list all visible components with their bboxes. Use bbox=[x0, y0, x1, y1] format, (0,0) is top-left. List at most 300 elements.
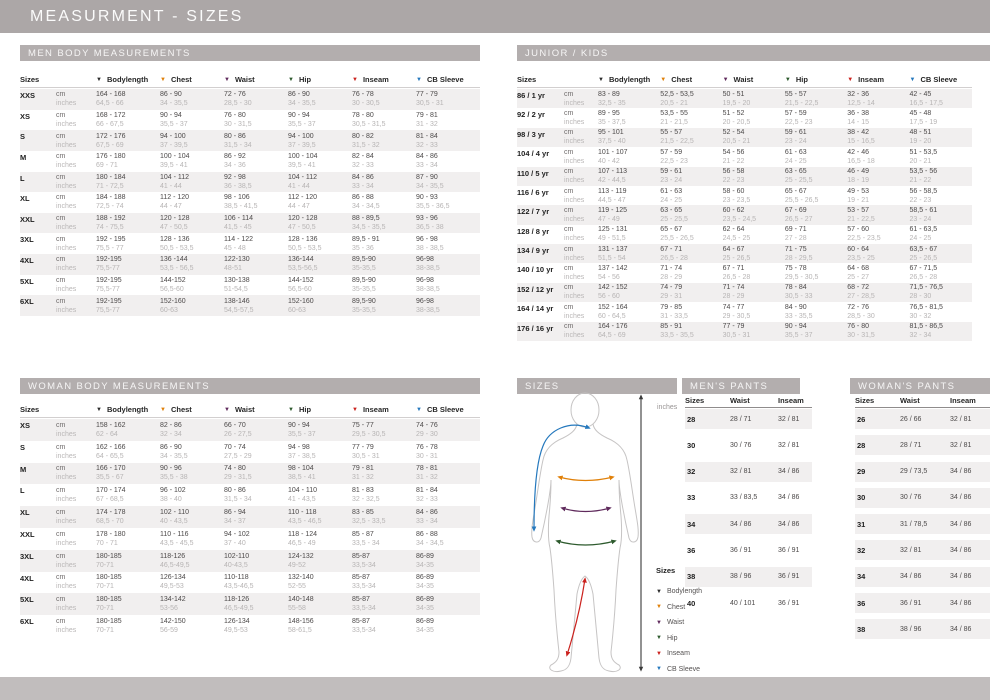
size-label: XS bbox=[20, 421, 31, 430]
unit-cell bbox=[56, 484, 96, 506]
column-header-waist bbox=[224, 405, 288, 414]
size-label: 4XL bbox=[20, 256, 34, 265]
cm-value: 57 - 59 bbox=[784, 110, 807, 118]
column-header-label: CB Sleeve bbox=[426, 405, 464, 414]
value-cell bbox=[785, 302, 847, 321]
cm-value: 65 - 67 bbox=[784, 187, 807, 195]
inches-value: 50,5 - 53,5 bbox=[160, 244, 194, 252]
column-header-bodylength bbox=[598, 75, 660, 84]
cm-value: 134-142 bbox=[160, 596, 186, 604]
cm-value: 89,5-90 bbox=[352, 276, 376, 284]
inches-value: 53-56 bbox=[160, 605, 178, 613]
column-header-label: Inseam bbox=[362, 405, 389, 414]
value-cell bbox=[96, 130, 160, 151]
inches-value: 41 - 44 bbox=[160, 182, 182, 190]
value-cell bbox=[352, 295, 416, 316]
inseam-value: 34 / 86 bbox=[950, 546, 972, 554]
inches-value: 25 - 25,5 bbox=[660, 215, 688, 223]
unit-cm-label: cm bbox=[56, 443, 66, 451]
size-label: 86 / 1 yr bbox=[517, 91, 545, 100]
value-cell bbox=[352, 275, 416, 296]
inches-value: 27 - 28 bbox=[784, 235, 807, 243]
inches-value: 47 - 50,5 bbox=[288, 224, 316, 232]
inches-value: 31 - 32 bbox=[416, 120, 438, 128]
woman-section-header bbox=[20, 378, 480, 394]
cm-value: 96-98 bbox=[416, 276, 434, 284]
waist-arrow bbox=[562, 508, 610, 512]
chest-triangle-icon: ▼ bbox=[160, 406, 166, 413]
inches-value: 25 - 25,5 bbox=[784, 177, 813, 185]
cm-value: 110-118 bbox=[224, 574, 249, 582]
value-cell bbox=[416, 615, 480, 637]
value-cell bbox=[598, 283, 660, 302]
table-row bbox=[517, 283, 972, 302]
value-cell bbox=[96, 506, 160, 528]
inches-value: 20,5 - 21 bbox=[722, 138, 751, 146]
body-measurement-diagram bbox=[513, 390, 663, 677]
cm-value: 110 - 118 bbox=[288, 509, 317, 517]
inches-value: 67 - 68,5 bbox=[96, 496, 124, 504]
inches-value: 31,5 - 32 bbox=[352, 141, 380, 149]
size-label: 31 bbox=[857, 519, 866, 529]
hip-triangle-icon: ▼ bbox=[288, 406, 294, 413]
value-cell bbox=[160, 110, 224, 131]
inches-value: 30,5 - 31 bbox=[722, 332, 751, 340]
inches-value: 31 - 32 bbox=[416, 474, 438, 482]
column-header-chest bbox=[160, 75, 224, 84]
inches-value: 35,5 - 37 bbox=[160, 120, 188, 128]
inches-value: 26 - 27,5 bbox=[224, 430, 252, 438]
unit-cm-label: cm bbox=[56, 132, 66, 140]
table-row bbox=[20, 484, 480, 506]
cm-value: 107 - 113 bbox=[598, 168, 628, 176]
cm-value: 78 - 80 bbox=[352, 111, 374, 119]
column-header-label: Bodylength bbox=[608, 75, 651, 84]
column-header-inseam: Inseam bbox=[950, 396, 976, 405]
column-header-inseam: Inseam bbox=[778, 396, 804, 405]
size-label: 3XL bbox=[20, 551, 34, 561]
value-cell bbox=[723, 283, 785, 302]
woman-body-measurements-section bbox=[20, 378, 480, 637]
value-cell bbox=[785, 108, 847, 127]
cb-sleeve-triangle-icon: ▼ bbox=[909, 76, 916, 83]
cm-value: 79 - 81 bbox=[352, 465, 374, 473]
value-cell bbox=[352, 192, 416, 213]
value-cell bbox=[160, 419, 224, 441]
cm-value: 82 - 84 bbox=[352, 153, 374, 161]
legend-label: Bodylength bbox=[666, 588, 702, 596]
value-cell bbox=[416, 295, 480, 316]
unit-cell bbox=[56, 89, 96, 110]
column-header-cb-sleeve bbox=[416, 405, 480, 414]
value-cell bbox=[352, 550, 416, 572]
inches-value: 47 - 49 bbox=[598, 215, 620, 223]
inches-value: 21 - 21,5 bbox=[660, 119, 688, 127]
value-cell bbox=[288, 89, 352, 110]
chest-triangle-icon: ▼ bbox=[656, 604, 662, 611]
inches-value: 49,5-53 bbox=[224, 627, 248, 635]
value-cell bbox=[96, 295, 160, 316]
bodylength-triangle-icon: ▼ bbox=[96, 76, 102, 83]
value-cell bbox=[288, 151, 352, 172]
size-label: 30 bbox=[857, 493, 866, 503]
unit-inches-label: inches bbox=[564, 274, 585, 282]
inches-value: 30 - 31,5 bbox=[847, 332, 875, 340]
value-cell bbox=[598, 302, 660, 321]
value-cell bbox=[785, 263, 847, 282]
inseam-value: 36 / 91 bbox=[778, 599, 800, 607]
inches-value: 19 - 21 bbox=[847, 196, 869, 204]
value-cell bbox=[288, 572, 352, 594]
value-cell bbox=[660, 205, 722, 224]
size-label: 104 / 4 yr bbox=[517, 149, 550, 159]
value-cell bbox=[785, 283, 847, 302]
inches-value: 47 - 50,5 bbox=[160, 224, 188, 232]
column-header-label: Waist bbox=[234, 75, 255, 84]
inches-value: 17,5 - 19 bbox=[909, 119, 938, 127]
unit-cell bbox=[564, 322, 598, 341]
cm-value: 88 - 89,5 bbox=[352, 215, 380, 223]
size-label: 28 bbox=[687, 414, 696, 424]
inches-value: 44,5 - 47 bbox=[598, 196, 626, 204]
table-row bbox=[517, 205, 972, 224]
inches-value: 34 - 34,5 bbox=[416, 539, 444, 547]
inches-value: 46,5-49,5 bbox=[160, 561, 190, 569]
inches-value: 25 - 26,5 bbox=[909, 254, 938, 262]
value-cell bbox=[288, 463, 352, 485]
inches-value: 23 - 23,5 bbox=[722, 196, 751, 204]
cm-value: 136-144 bbox=[288, 256, 314, 264]
inseam-value: 32 / 81 bbox=[950, 441, 972, 449]
inches-value: 69 - 71 bbox=[96, 162, 118, 170]
value-cell bbox=[96, 550, 160, 572]
cm-value: 62 - 64 bbox=[722, 226, 745, 234]
unit-inches-label: inches bbox=[56, 306, 77, 314]
unit-cell bbox=[56, 110, 96, 131]
unit-cm-label: cm bbox=[56, 194, 66, 202]
table-row bbox=[517, 108, 972, 127]
cm-value: 86 - 90 bbox=[288, 91, 310, 99]
value-cell bbox=[416, 550, 480, 572]
value-cell bbox=[288, 484, 352, 506]
table-row bbox=[685, 540, 812, 560]
value-cell bbox=[785, 205, 847, 224]
cm-value: 57 - 60 bbox=[847, 226, 869, 234]
size-label: 38 bbox=[687, 572, 696, 582]
unit-inches-label: inches bbox=[56, 120, 77, 128]
inches-value: 15 - 16,5 bbox=[847, 138, 875, 146]
cm-value: 112 - 120 bbox=[288, 194, 318, 202]
inches-value: 39,5 - 41 bbox=[288, 162, 316, 170]
inches-value: 32 - 34 bbox=[909, 332, 932, 340]
value-cell bbox=[909, 244, 971, 263]
unit-cm-label: cm bbox=[564, 168, 574, 176]
value-cell bbox=[416, 233, 480, 254]
inseam-value: 34 / 86 bbox=[778, 494, 800, 502]
value-cell bbox=[352, 593, 416, 615]
cm-value: 119 - 125 bbox=[598, 206, 628, 214]
inches-value: 30 - 31,5 bbox=[224, 120, 252, 128]
value-cell bbox=[847, 263, 909, 282]
inches-value: 34 - 35,5 bbox=[288, 100, 316, 108]
cm-value: 46 - 49 bbox=[847, 168, 869, 176]
cm-value: 72 - 76 bbox=[847, 303, 869, 311]
inches-value: 48-51 bbox=[224, 265, 242, 273]
column-header-sizes: Sizes bbox=[855, 396, 875, 405]
inches-value: 70-71 bbox=[96, 605, 114, 613]
woman-section-title: WOMAN BODY MEASUREMENTS bbox=[28, 380, 210, 392]
cm-value: 162 - 166 bbox=[96, 443, 126, 451]
cm-value: 86-89 bbox=[416, 618, 434, 626]
value-cell bbox=[598, 128, 660, 147]
table-row bbox=[685, 409, 812, 429]
table-row bbox=[20, 441, 480, 463]
inches-value: 29 - 31,5 bbox=[224, 474, 252, 482]
inches-value: 75,5-77 bbox=[96, 265, 120, 273]
unit-inches-label: inches bbox=[56, 496, 77, 504]
chest-triangle-icon: ▼ bbox=[660, 76, 667, 83]
inseam-value: 34 / 86 bbox=[950, 625, 972, 633]
inches-value: 43,5-46,5 bbox=[224, 583, 254, 591]
inches-value: 49 - 51,5 bbox=[598, 235, 626, 243]
column-header-sizes: Sizes bbox=[20, 405, 40, 414]
cm-value: 144-152 bbox=[288, 276, 314, 284]
value-cell bbox=[660, 147, 722, 166]
value-cell bbox=[847, 108, 909, 127]
cm-value: 152-160 bbox=[160, 297, 186, 305]
value-cell bbox=[847, 225, 909, 244]
table-row bbox=[20, 550, 480, 572]
column-header-hip bbox=[785, 75, 847, 84]
inches-value: 35-35,5 bbox=[352, 306, 376, 314]
unit-cm-label: cm bbox=[56, 509, 66, 517]
legend-label: Chest bbox=[666, 603, 686, 611]
unit-cell bbox=[56, 213, 96, 234]
unit-cell bbox=[564, 108, 598, 127]
inches-value: 32,5 - 35 bbox=[598, 99, 626, 107]
inches-value: 64,5 - 66 bbox=[96, 100, 124, 108]
inches-value: 26,5 - 28 bbox=[909, 274, 938, 282]
cm-value: 86-89 bbox=[416, 574, 434, 582]
measurement-legend bbox=[656, 566, 786, 677]
value-cell bbox=[723, 147, 785, 166]
inches-value: 14 - 15 bbox=[847, 119, 869, 127]
value-cell bbox=[160, 254, 224, 275]
unit-cell bbox=[56, 275, 96, 296]
size-label: 5XL bbox=[20, 595, 34, 605]
waist-triangle-icon: ▼ bbox=[224, 406, 230, 413]
cm-value: 180 - 184 bbox=[96, 173, 126, 181]
value-cell bbox=[224, 550, 288, 572]
column-header-hip bbox=[288, 405, 352, 414]
value-cell bbox=[416, 528, 480, 550]
inches-value: 26,5 - 27 bbox=[784, 215, 813, 223]
cm-value: 81 - 84 bbox=[416, 132, 438, 140]
value-cell bbox=[160, 233, 224, 254]
cm-value: 85-87 bbox=[352, 552, 370, 560]
table-row bbox=[855, 593, 990, 613]
cm-value: 106 - 114 bbox=[224, 215, 254, 223]
cm-value: 58,5 - 61 bbox=[909, 206, 938, 214]
value-cell bbox=[723, 128, 785, 147]
value-cell bbox=[909, 108, 971, 127]
bodylength-triangle-icon: ▼ bbox=[656, 588, 662, 595]
column-header-inseam bbox=[352, 75, 416, 84]
column-header-cb-sleeve bbox=[909, 75, 971, 84]
cm-value: 89,5-90 bbox=[352, 297, 376, 305]
unit-inches-label: inches bbox=[564, 254, 585, 262]
cm-value: 166 - 170 bbox=[96, 465, 126, 473]
unit-inches-label: inches bbox=[56, 182, 77, 190]
size-label: XXS bbox=[20, 91, 36, 100]
inches-value: 29,5 - 30,5 bbox=[352, 430, 386, 438]
table-row bbox=[855, 619, 990, 639]
legend-label: Hip bbox=[666, 634, 678, 642]
value-cell bbox=[847, 89, 909, 108]
cm-value: 83 - 85 bbox=[352, 509, 374, 517]
cm-value: 85-87 bbox=[352, 574, 370, 582]
inches-value: 37 - 39,5 bbox=[160, 141, 188, 149]
inseam-triangle-icon: ▼ bbox=[352, 406, 358, 413]
value-cell bbox=[847, 147, 909, 166]
value-cell bbox=[352, 213, 416, 234]
value-cell bbox=[288, 550, 352, 572]
cm-value: 80 - 86 bbox=[224, 132, 246, 140]
inseam-value: 32 / 81 bbox=[778, 415, 800, 423]
inches-value: 31 - 32 bbox=[352, 474, 374, 482]
waist-value: 32 / 81 bbox=[900, 546, 922, 554]
cm-value: 85-87 bbox=[352, 596, 370, 604]
value-cell bbox=[160, 295, 224, 316]
inches-value: 23 - 24 bbox=[660, 177, 683, 185]
inches-value: 38,5 - 41 bbox=[288, 474, 316, 482]
unit-cm-label: cm bbox=[56, 552, 66, 560]
inches-value: 60 - 64,5 bbox=[598, 312, 626, 320]
inches-value: 22,5 - 23 bbox=[660, 157, 688, 165]
cm-value: 72 - 76 bbox=[224, 91, 246, 99]
cm-value: 104 - 110 bbox=[288, 487, 318, 495]
inches-value: 50,5 - 53,5 bbox=[288, 244, 322, 252]
column-header-inseam bbox=[847, 75, 909, 84]
inseam-value: 32 / 81 bbox=[950, 415, 972, 423]
unit-inches-label: inches bbox=[56, 162, 77, 170]
value-cell bbox=[224, 192, 288, 213]
size-label: XXL bbox=[20, 529, 35, 539]
cm-value: 51 - 52 bbox=[722, 110, 745, 118]
size-label: 110 / 5 yr bbox=[517, 168, 549, 178]
inches-value: 35,5 - 37 bbox=[784, 332, 813, 340]
cm-value: 118-126 bbox=[224, 596, 250, 604]
unit-cm-label: cm bbox=[564, 226, 574, 234]
cm-value: 142-150 bbox=[160, 618, 186, 626]
waist-value: 40 / 101 bbox=[730, 599, 756, 607]
value-cell bbox=[160, 615, 224, 637]
column-header-inseam bbox=[352, 405, 416, 414]
value-cell bbox=[224, 110, 288, 131]
inches-value: 29,5 - 30,5 bbox=[784, 274, 819, 282]
waist-triangle-icon: ▼ bbox=[722, 76, 729, 83]
table-row bbox=[20, 110, 480, 131]
inches-value: 23,5 - 25 bbox=[847, 254, 875, 262]
inches-value: 39,5 - 41 bbox=[160, 162, 188, 170]
size-label: 116 / 6 yr bbox=[517, 187, 549, 197]
unit-cm-label: cm bbox=[56, 276, 66, 284]
inches-value: 51,5 - 54 bbox=[598, 254, 626, 262]
inseam-value: 34 / 86 bbox=[778, 520, 800, 528]
cm-value: 80 - 86 bbox=[224, 487, 246, 495]
table-row bbox=[517, 225, 972, 244]
value-cell bbox=[96, 441, 160, 463]
value-cell bbox=[224, 484, 288, 506]
value-cell bbox=[416, 572, 480, 594]
value-cell bbox=[352, 572, 416, 594]
cm-value: 131 - 137 bbox=[598, 245, 628, 253]
inches-value: 44 - 47 bbox=[160, 203, 182, 211]
unit-cell bbox=[564, 225, 598, 244]
value-cell bbox=[288, 172, 352, 193]
inches-value: 31,5 - 34 bbox=[224, 141, 252, 149]
waist-value: 38 / 96 bbox=[900, 625, 922, 633]
cm-value: 75 - 77 bbox=[352, 421, 374, 429]
unit-inches-label: inches bbox=[564, 119, 585, 127]
hip-triangle-icon: ▼ bbox=[656, 635, 662, 642]
table-row bbox=[20, 254, 480, 275]
inches-value: 21 - 22 bbox=[722, 157, 745, 165]
cm-value: 84 - 86 bbox=[416, 153, 438, 161]
table-row bbox=[20, 593, 480, 615]
value-cell bbox=[598, 244, 660, 263]
legend-label: Inseam bbox=[666, 650, 690, 658]
cm-value: 90 - 94 bbox=[288, 111, 310, 119]
inseam-value: 34 / 86 bbox=[950, 573, 972, 581]
page-title-bar bbox=[0, 0, 990, 33]
value-cell bbox=[598, 89, 660, 108]
cm-value: 152-160 bbox=[288, 297, 314, 305]
inches-value: 21 - 22,5 bbox=[847, 215, 875, 223]
inches-value: 41 - 43,5 bbox=[288, 496, 316, 504]
value-cell bbox=[847, 322, 909, 341]
cm-value: 54 - 56 bbox=[722, 148, 745, 156]
table-header-row bbox=[517, 72, 972, 88]
inches-value: 35 - 36 bbox=[352, 244, 374, 252]
size-label: 28 bbox=[857, 440, 866, 450]
unit-cell bbox=[56, 550, 96, 572]
size-label: 6XL bbox=[20, 297, 34, 307]
unit-cm-label: cm bbox=[56, 297, 66, 305]
inches-value: 75,5-77 bbox=[96, 285, 120, 293]
cm-value: 148-156 bbox=[288, 618, 314, 626]
inseam-value: 34 / 86 bbox=[778, 468, 800, 476]
inches-value: 49-52 bbox=[288, 561, 306, 569]
value-cell bbox=[352, 233, 416, 254]
cm-value: 89,5-90 bbox=[352, 256, 376, 264]
inseam-value: 34 / 86 bbox=[950, 468, 972, 476]
cm-value: 168 - 172 bbox=[96, 111, 126, 119]
waist-value: 26 / 66 bbox=[900, 415, 922, 423]
unit-cm-label: cm bbox=[56, 487, 66, 495]
column-header-hip bbox=[288, 75, 352, 84]
inches-value: 45 - 48 bbox=[224, 244, 246, 252]
inches-value: 24 - 25 bbox=[909, 235, 932, 243]
cm-value: 140-148 bbox=[288, 596, 314, 604]
unit-cell bbox=[564, 167, 598, 186]
inches-value: 38 - 38,5 bbox=[416, 244, 444, 252]
cm-value: 71,5 - 76,5 bbox=[909, 284, 943, 292]
cm-value: 84 - 86 bbox=[352, 173, 374, 181]
cm-value: 101 - 107 bbox=[598, 148, 628, 156]
cm-value: 124-132 bbox=[288, 552, 314, 560]
inches-value: 54 - 56 bbox=[598, 274, 620, 282]
